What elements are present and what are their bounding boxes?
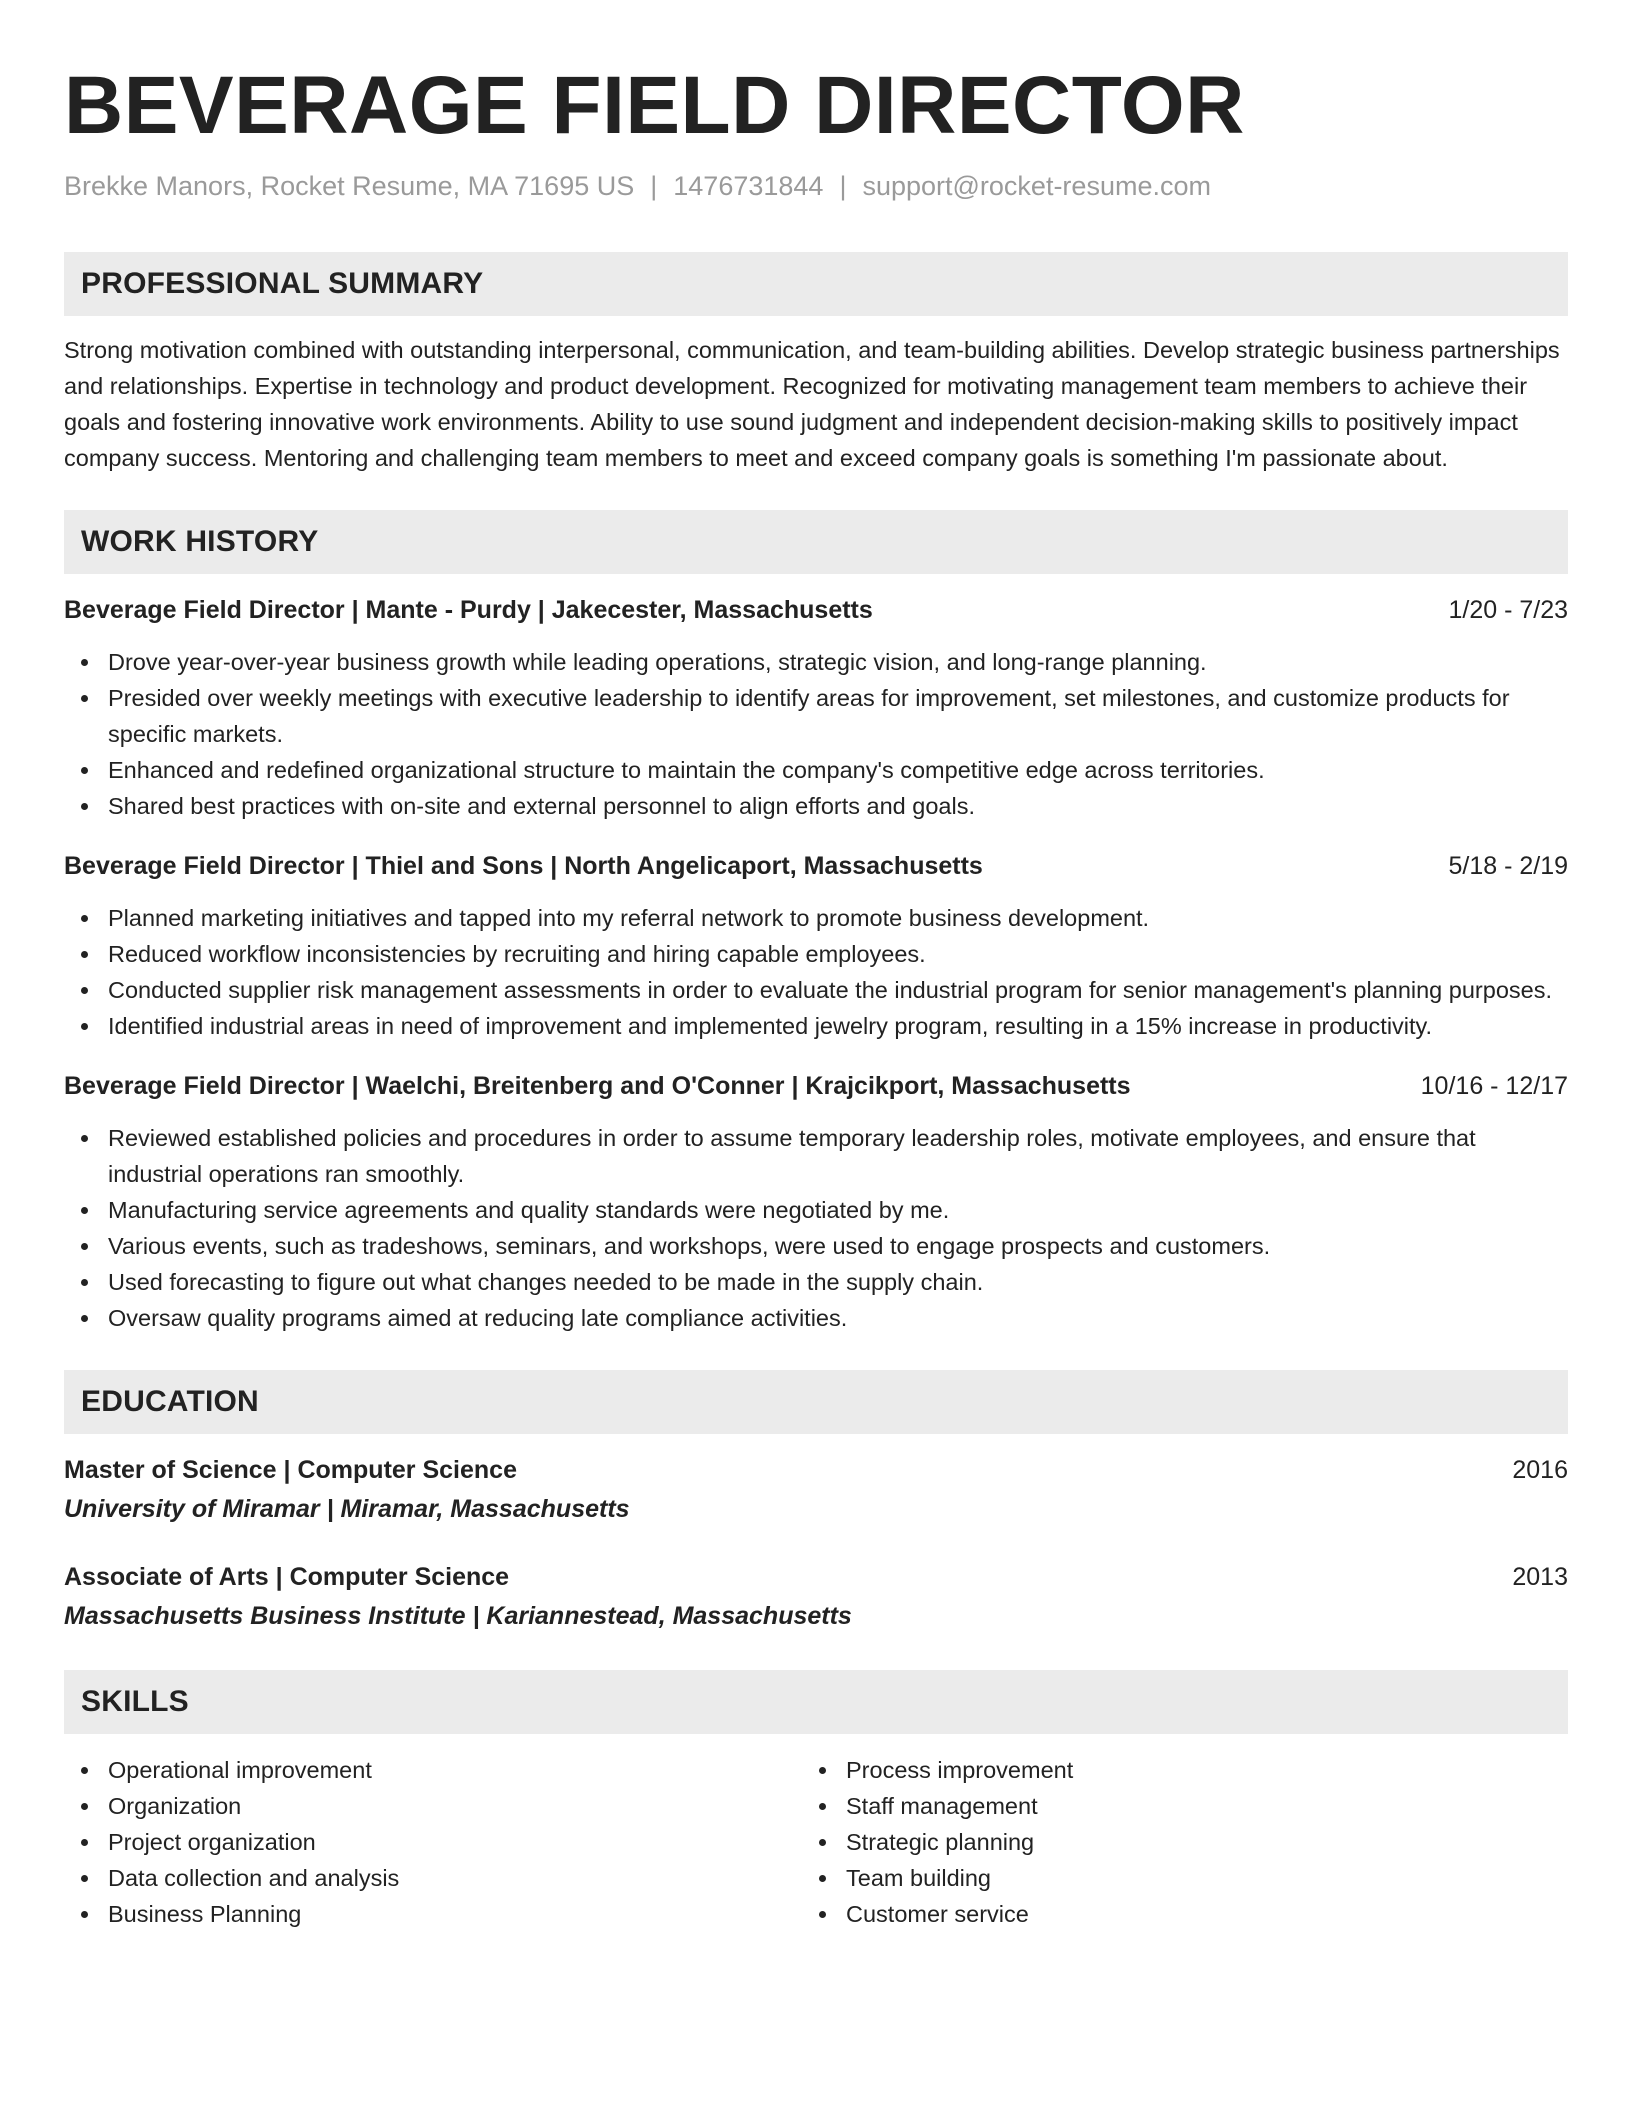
skill-item: Operational improvement [108,1752,802,1788]
skills-column-right [802,1752,1540,1932]
skill-item: Organization [108,1788,802,1824]
skill-item: Process improvement [846,1752,1540,1788]
skill-item: Data collection and analysis [108,1860,802,1896]
education-entry [64,1559,1568,1634]
job-bullets [64,1120,1568,1336]
job-bullet: Various events, such as tradeshows, seminars, and workshops, were used to engage prospects and customers. [108,1228,1568,1264]
section-header-skills: SKILLS [64,1670,1568,1734]
education-degree: Associate of Arts | Computer Science [64,1563,510,1591]
job-bullet: Presided over weekly meetings with executive leadership to identify areas for improvement, set milestones, and customize products for specific markets. [108,680,1568,752]
job-bullet: Reduced workflow inconsistencies by recruiting and hiring capable employees. [108,936,1568,972]
education-header [64,1452,1568,1488]
job-bullet: Conducted supplier risk management assessments in order to evaluate the industrial program for senior management's planning purposes. [108,972,1568,1008]
contact-email: support@rocket-resume.com [862,171,1211,201]
job-entry [64,848,1568,1044]
contact-separator: | [650,171,658,201]
job-bullet: Enhanced and redefined organizational structure to maintain the company's competitive edge across territories. [108,752,1568,788]
job-title: Beverage Field Director | Thiel and Sons | North Angelicaport, Massachusetts [64,852,983,880]
skill-item: Team building [846,1860,1540,1896]
job-bullet: Shared best practices with on-site and external personnel to align efforts and goals. [108,788,1568,824]
job-title: Beverage Field Director | Mante - Purdy | Jakecester, Massachusetts [64,596,873,624]
job-entry [64,592,1568,824]
job-dates: 10/16 - 12/17 [1420,1072,1568,1100]
contact-line [64,168,1568,204]
contact-phone: 1476731844 [673,171,824,201]
job-header [64,1068,1568,1104]
contact-separator: | [839,171,847,201]
section-header-professional-summary: PROFESSIONAL SUMMARY [64,252,1568,316]
section-header-work-history: WORK HISTORY [64,510,1568,574]
job-bullet: Reviewed established policies and procedures in order to assume temporary leadership roles, motivate employees, and ensure that industrial operations ran smoothly. [108,1120,1568,1192]
job-bullet: Planned marketing initiatives and tapped into my referral network to promote business development. [108,900,1568,936]
education-header [64,1559,1568,1595]
resume-title: BEVERAGE FIELD DIRECTOR [64,60,1245,151]
job-bullet: Identified industrial areas in need of improvement and implemented jewelry program, resulting in a 15% increase in productivity. [108,1008,1568,1044]
job-title: Beverage Field Director | Waelchi, Breitenberg and O'Conner | Krajcikport, Massachusetts [64,1072,1131,1100]
skill-item: Project organization [108,1824,802,1860]
education-school: University of Miramar | Miramar, Massachusetts [64,1495,630,1523]
job-header [64,592,1568,628]
education-year: 2016 [1512,1456,1568,1484]
skill-item: Staff management [846,1788,1540,1824]
job-dates: 5/18 - 2/19 [1448,852,1568,880]
education-degree: Master of Science | Computer Science [64,1456,517,1484]
education-school: Massachusetts Business Institute | Kariannestead, Massachusetts [64,1602,852,1630]
summary-text: Strong motivation combined with outstanding interpersonal, communication, and team-building abilities. Develop strategic business partnerships and relationships. Expertise in technology and product development. Recognized for motivating management team members to achieve their goals and fostering innovative work environments. Ability to use sound judgment and independent decision-making skills to positively impact company success. Mentoring and challenging team members to meet and exceed company goals is something I'm passionate about. [64,337,1560,471]
contact-address: Brekke Manors, Rocket Resume, MA 71695 US [64,171,635,201]
job-bullet: Oversaw quality programs aimed at reducing late compliance activities. [108,1300,1568,1336]
skills-list [64,1752,1568,1932]
job-bullet: Used forecasting to figure out what changes needed to be made in the supply chain. [108,1264,1568,1300]
skill-item: Business Planning [108,1896,802,1932]
job-bullets [64,644,1568,824]
job-bullet: Drove year-over-year business growth while leading operations, strategic vision, and long-range planning. [108,644,1568,680]
education-year: 2013 [1512,1563,1568,1591]
job-dates: 1/20 - 7/23 [1448,596,1568,624]
job-header [64,848,1568,884]
skill-item: Strategic planning [846,1824,1540,1860]
job-entry [64,1068,1568,1336]
section-header-education: EDUCATION [64,1370,1568,1434]
skills-bullets [802,1752,1540,1932]
skills-bullets [64,1752,802,1932]
job-bullets [64,900,1568,1044]
skills-column-left [64,1752,802,1932]
skill-item: Customer service [846,1896,1540,1932]
job-bullet: Manufacturing service agreements and quality standards were negotiated by me. [108,1192,1568,1228]
education-entry [64,1452,1568,1527]
